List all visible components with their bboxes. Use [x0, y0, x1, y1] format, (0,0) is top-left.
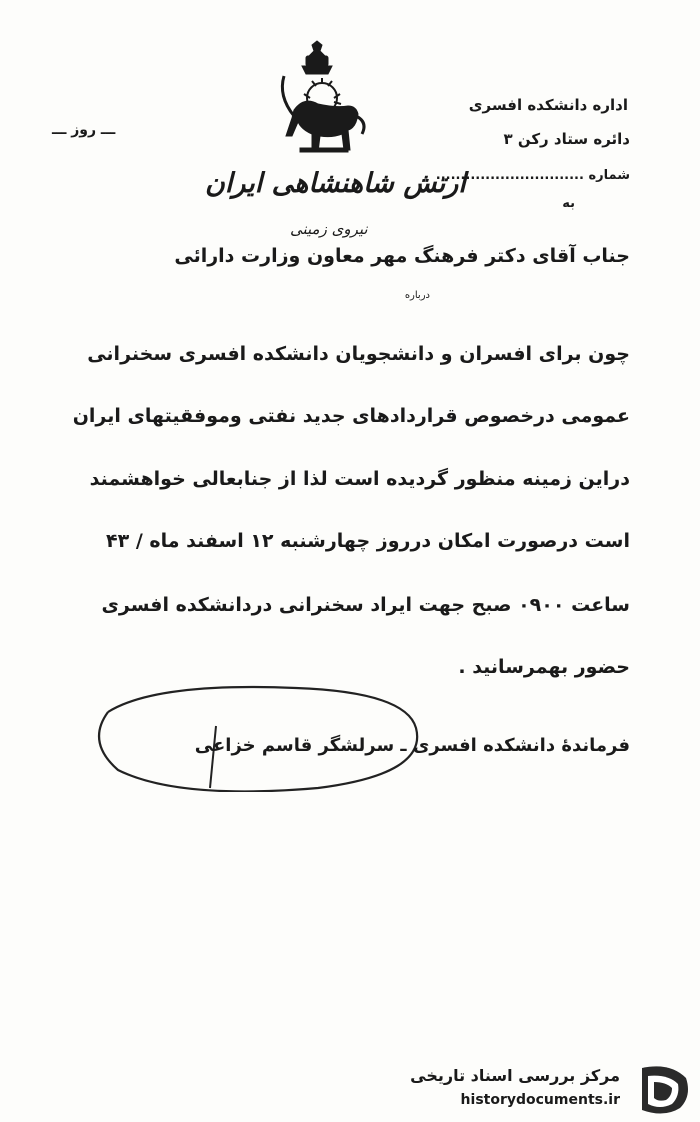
subject-label: درباره	[404, 290, 430, 301]
signature-line: فرماندهٔ دانشکده افسری ـ سرلشگر قاسم خزاعی	[194, 735, 630, 756]
date-line: ـــ روز ـــ	[52, 122, 116, 138]
office-line: اداره دانشکده افسری	[468, 96, 628, 114]
body-line: چون برای افسران و دانشجویان دانشکده افسری سخنرانی	[87, 343, 630, 365]
body-line: است درصورت امکان درروز چهارشنبه ۱۲ اسفند ماه / ۴۳	[106, 530, 630, 552]
watermark-name: مرکز بررسی اسناد تاریخی	[410, 1066, 620, 1085]
document-center-logo-icon	[632, 1062, 690, 1114]
addressee-line: جناب آقای دکتر فرهنگ مهر معاون وزارت دارائی	[174, 245, 630, 267]
to-line: به	[562, 196, 575, 211]
body-line: حضور بهمرسانید .	[458, 656, 630, 678]
body-line: عمومی درخصوص قراردادهای جدید نفتی وموفقیتهای ایران	[72, 405, 630, 427]
letterhead-subtitle: نیروی زمینی	[290, 220, 368, 238]
body-line: ساعت ۰۹۰۰ صبح جهت ایراد سخنرانی دردانشکده افسری	[101, 594, 630, 616]
watermark-site: historydocuments.ir	[460, 1092, 620, 1108]
body-line: دراین زمینه منظور گردیده است لذا از جنابعالی خواهشمند	[89, 468, 630, 490]
letterhead-title: ارتش شاهنشاهی ایران	[205, 168, 466, 199]
department-line: دائره ستاد رکن ۳	[503, 130, 630, 148]
lion-and-sun-emblem-icon	[262, 40, 372, 160]
number-line: شماره ..............................	[435, 168, 630, 183]
